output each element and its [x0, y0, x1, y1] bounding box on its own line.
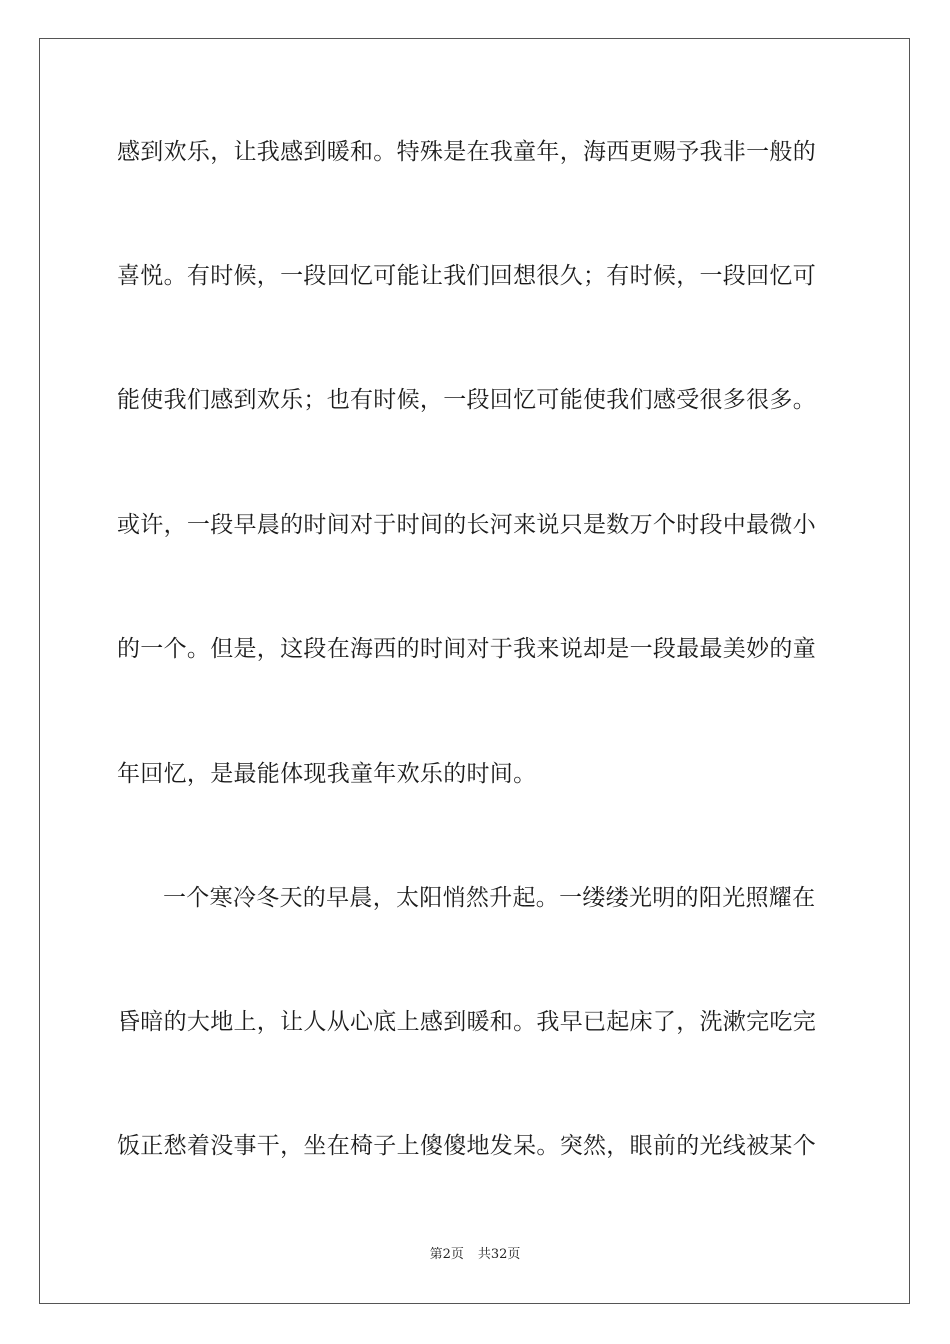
page-footer: [0, 1246, 950, 1264]
text-line: 或许，一段早晨的时间对于时间的长河来说只是数万个时段中最微小: [117, 512, 816, 538]
text-line: 年回忆，是最能体现我童年欢乐的时间。: [117, 761, 537, 787]
page-total: 共32页: [477, 1247, 521, 1262]
text-line: 昏暗的大地上，让人从心底上感到暖和。我早已起床了，洗漱完吃完: [117, 1009, 816, 1035]
text-line: 喜悦。有时候，一段回忆可能让我们回想很久；有时候，一段回忆可: [117, 263, 816, 289]
text-line: 感到欢乐，让我感到暖和。特殊是在我童年，海西更赐予我非一般的: [117, 139, 816, 165]
page-border: [39, 38, 910, 1304]
text-line: 饭正愁着没事干，坐在椅子上傻傻地发呆。突然，眼前的光线被某个: [117, 1133, 816, 1159]
page-number: 第2页: [429, 1247, 464, 1262]
paragraph-first-line: 一个寒冷冬天的早晨，太阳悄然升起。一缕缕光明的阳光照耀在: [163, 885, 816, 911]
text-line: 能使我们感到欢乐；也有时候，一段回忆可能使我们感受很多很多。: [117, 387, 816, 413]
text-line: 的一个。但是，这段在海西的时间对于我来说却是一段最最美妙的童: [117, 636, 816, 662]
